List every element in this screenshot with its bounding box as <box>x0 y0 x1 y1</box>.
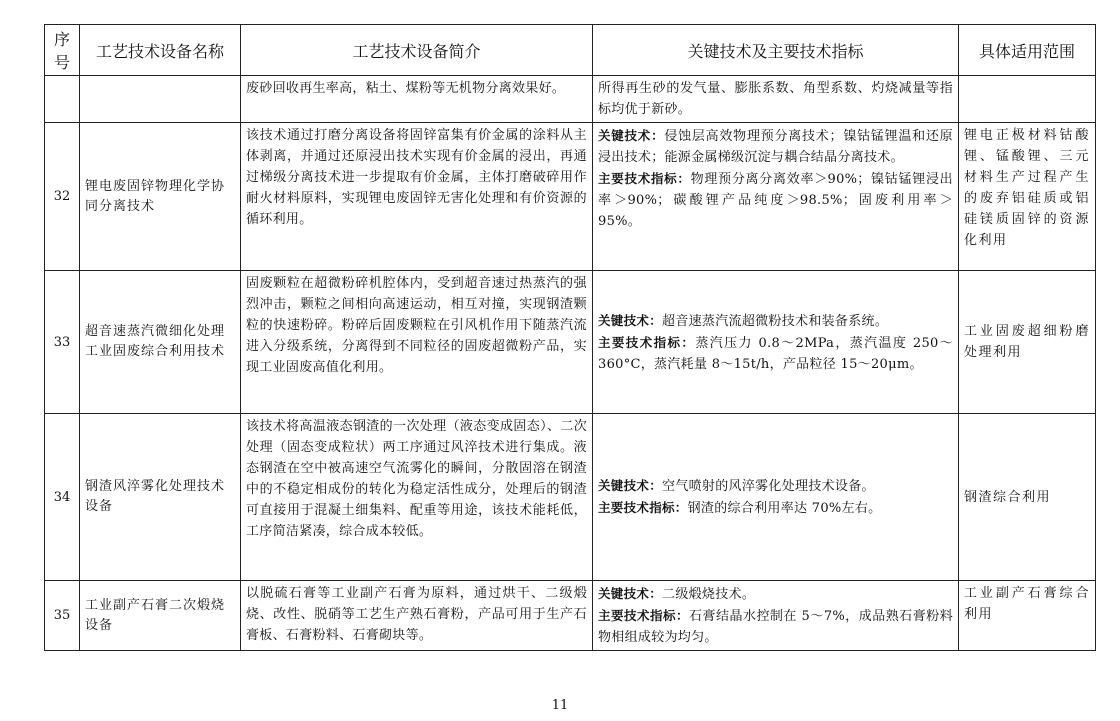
index-text: 蒸汽压力 0.8～2MPa，蒸汽温度 250～360°C，蒸汽耗量 8～15t/h，产品粒径 15～20μm。 <box>598 335 953 372</box>
page-number: 11 <box>551 698 569 713</box>
header-key-tech: 关键技术及主要技术指标 <box>593 25 959 76</box>
cell-key <box>593 271 959 414</box>
header-row <box>45 25 1096 76</box>
index-label: 主要技术指标： <box>598 334 696 350</box>
index-text: 钢渣的综合利用率达 70%左右。 <box>687 501 882 516</box>
index-label: 主要技术指标： <box>598 500 688 515</box>
cell-num: 32 <box>45 123 80 271</box>
cell-scope: 锂电正极材料钴酸锂、锰酸锂、三元材料生产过程产生的废弃铝硅质或铝硅镁质固锌的资源化利用 <box>959 123 1096 271</box>
table-row-continuation <box>45 76 1096 123</box>
cell-num: 34 <box>45 414 80 581</box>
key-tech-text: 侵蚀层高效物理预分离技术；镍钴锰锂温和还原浸出技术；能源金属梯级沉淀与耦合结晶分离技术。 <box>598 129 953 165</box>
table-row <box>45 123 1096 271</box>
cell-key: 所得再生砂的发气量、膨胀系数、角型系数、灼烧减量等指标均优于新砂。 <box>593 76 959 123</box>
cell-name-empty <box>80 76 241 123</box>
table-row <box>45 581 1096 651</box>
cell-desc: 该技术通过打磨分离设备将固锌富集有价金属的涂料从主体剥离，并通过还原浸出技术实现有价金属的浸出，再通过梯级分离技术进一步提取有价金属，主体打磨破碎用作耐火材料原料，实现锂电废固锌无害化处理和有价资源的循环利用。 <box>241 123 593 271</box>
cell-num: 33 <box>45 271 80 414</box>
cell-scope: 钢渣综合利用 <box>959 414 1096 581</box>
key-tech-label: 关键技术： <box>598 478 663 493</box>
cell-scope-empty <box>959 76 1096 123</box>
header-scope: 具体适用范围 <box>959 25 1096 76</box>
cell-name: 超音速蒸汽微细化处理工业固废综合利用技术 <box>80 271 241 414</box>
index-text: 物理预分离分离效率＞90%；镍钴锰锂浸出率＞90%；碳酸锂产品纯度＞98.5%；固废利用率＞95%。 <box>598 172 953 229</box>
cell-num-empty <box>45 76 80 123</box>
key-tech-label: 关键技术： <box>598 586 663 601</box>
key-tech-label: 关键技术： <box>598 128 665 143</box>
table-row <box>45 271 1096 414</box>
equipment-table <box>44 24 1096 651</box>
key-tech-text: 超音速蒸汽流超微粉技术和装备系统。 <box>662 313 889 329</box>
cell-key <box>593 581 959 651</box>
header-equipment-name: 工艺技术设备名称 <box>80 25 241 76</box>
cell-desc: 废砂回收再生率高，粘土、煤粉等无机物分离效果好。 <box>241 76 593 123</box>
cell-key <box>593 123 959 271</box>
cell-num: 35 <box>45 581 80 651</box>
key-tech-label: 关键技术： <box>598 312 663 328</box>
cell-name: 锂电废固锌物理化学协同分离技术 <box>80 123 241 271</box>
index-label: 主要技术指标： <box>598 171 691 186</box>
cell-desc: 固废颗粒在超微粉碎机腔体内，受到超音速过热蒸汽的强烈冲击，颗粒之间相向高速运动，相互对撞，实现钢渣颗粒的快速粉碎。粉碎后固废颗粒在引风机作用下随蒸汽流进入分级系统，分离得到不同粒径的固废超微粉产品，实现工业固废高值化利用。 <box>241 271 593 414</box>
header-description: 工艺技术设备简介 <box>241 25 593 76</box>
cell-scope: 工业固废超细粉磨处理利用 <box>959 271 1096 414</box>
cell-name: 工业副产石膏二次煅烧设备 <box>80 581 241 651</box>
cell-desc: 以脱硫石膏等工业副产石膏为原料，通过烘干、二级煅烧、改性、脱硝等工艺生产熟石膏粉，产品可用于生产石膏板、石膏粉料、石膏砌块等。 <box>241 581 593 651</box>
cell-name: 钢渣风淬雾化处理技术设备 <box>80 414 241 581</box>
cell-scope: 工业副产石膏综合利用 <box>959 581 1096 651</box>
key-tech-text: 空气喷射的风淬雾化处理技术设备。 <box>662 479 875 494</box>
index-label: 主要技术指标： <box>598 608 689 623</box>
cell-desc: 该技术将高温液态钢渣的一次处理（液态变成固态）、二次处理（固态变成粒状）两工序通过风淬技术进行集成。液态钢渣在空中被高速空气流雾化的瞬间，分散固溶在钢渣中的不稳定相成份的转化为稳定活性成分，处理后的钢渣可直接用于混凝土细集料、配重等用途，该技术能耗低，工序简洁紧凑，综合成本较低。 <box>241 414 593 581</box>
index-text: 石膏结晶水控制在 5～7%，成品熟石膏粉料物相组成较为均匀。 <box>598 609 953 645</box>
header-serial: 序号 <box>45 25 80 76</box>
cell-key <box>593 414 959 581</box>
table-row <box>45 414 1096 581</box>
key-tech-text: 二级煅烧技术。 <box>662 587 756 602</box>
